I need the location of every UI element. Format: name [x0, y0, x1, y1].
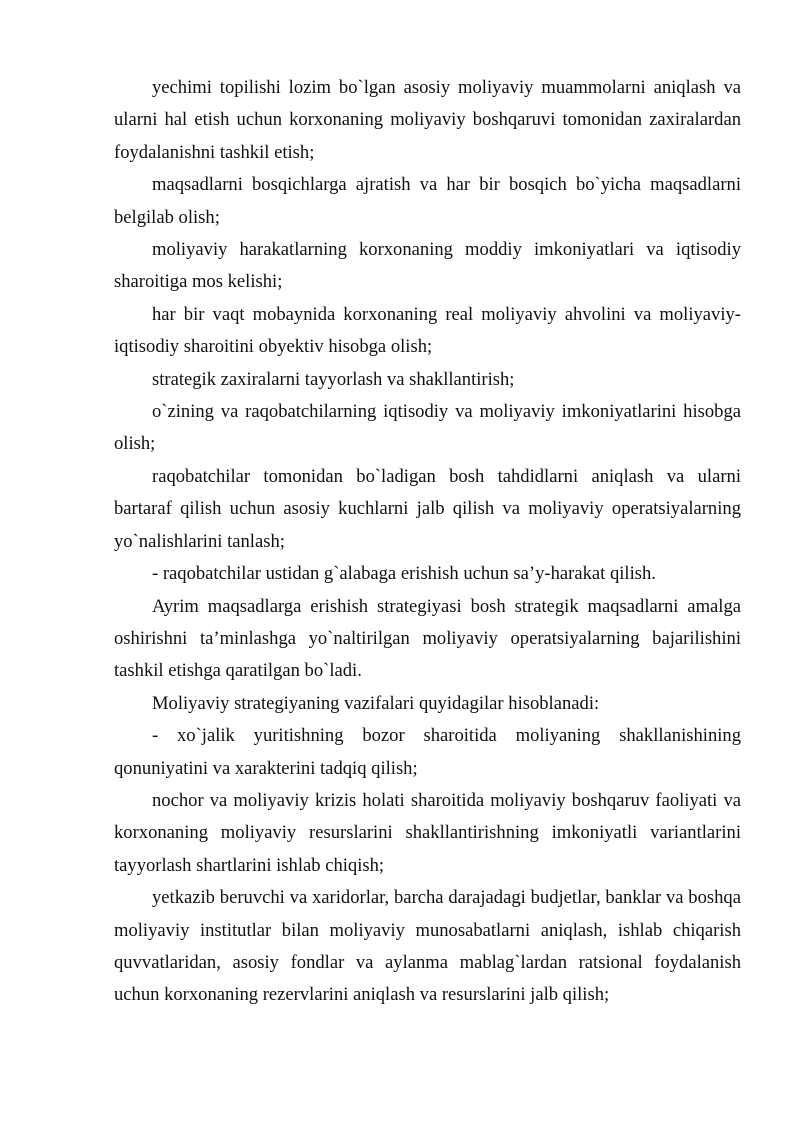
paragraph: moliyaviy harakatlarning korxonaning moddiy imkoniyatlari va iqtisodiy sharoitiga mos kelishi;: [114, 239, 741, 293]
paragraph: - xo`jalik yuritishning bozor sharoitida moliyaning shakllanishining qonuniyatini va xarakterini tadqiq qilish;: [114, 725, 741, 779]
paragraph: nochor va moliyaviy krizis holati sharoitida moliyaviy boshqaruv faoliyati va korxonaning moliyaviy resurslarini shakllantirishning imkoniyatli variantlarini tayyorlash shartlarini ishlab chiqish;: [114, 789, 741, 876]
paragraph: o`zining va raqobatchilarning iqtisodiy va moliyaviy imkoniyatlarini hisobga olish;: [114, 401, 741, 455]
paragraph: har bir vaqt mobaynida korxonaning real moliyaviy ahvolini va moliyaviy-iqtisodiy sharoitini obyektiv hisobga olish;: [114, 303, 741, 358]
paragraph: maqsadlarni bosqichlarga ajratish va har bir bosqich bo`yicha maqsadlarni belgilab olish;: [114, 174, 741, 228]
document-page: [114, 72, 741, 1012]
paragraph: yechimi topilishi lozim bo`lgan asosiy moliyaviy muammolarni aniqlash va ularni hal etish uchun korxonaning moliyaviy boshqaruvi tomonidan zaxiralardan foydalanishni tashkil etish;: [114, 77, 741, 163]
paragraph: raqobatchilar tomonidan bo`ladigan bosh tahdidlarni aniqlash va ularni bartaraf qilish uchun asosiy kuchlarni jalb qilish va moliyaviy operatsiyalarning yo`nalishlarini tanlash;: [114, 465, 741, 552]
paragraph: strategik zaxiralarni tayyorlash va shakllantirish;: [152, 368, 515, 390]
paragraph: Moliyaviy strategiyaning vazifalari quyidagilar hisoblanadi:: [152, 692, 600, 714]
paragraph: yetkazib beruvchi va xaridorlar, barcha darajadagi budjetlar, banklar va boshqa moliyaviy institutlar bilan moliyaviy munosabatlarni aniqlash, ishlab chiqarish quvvatlaridan, asosiy fondlar va aylanma mablag`lardan ratsional foydalanish uchun korxonaning rezervlarini aniqlash va resurslarini jalb qilish;: [114, 887, 741, 1006]
paragraph: - raqobatchilar ustidan g`alabaga erishish uchun sa’y-harakat qilish.: [152, 563, 656, 585]
paragraph: Ayrim maqsadlarga erishish strategiyasi bosh strategik maqsadlarni amalga oshirishni ta’minlashga yo`naltirilgan moliyaviy operatsiyalarning bajarilishini tashkil etishga qaratilgan bo`ladi.: [114, 595, 741, 682]
